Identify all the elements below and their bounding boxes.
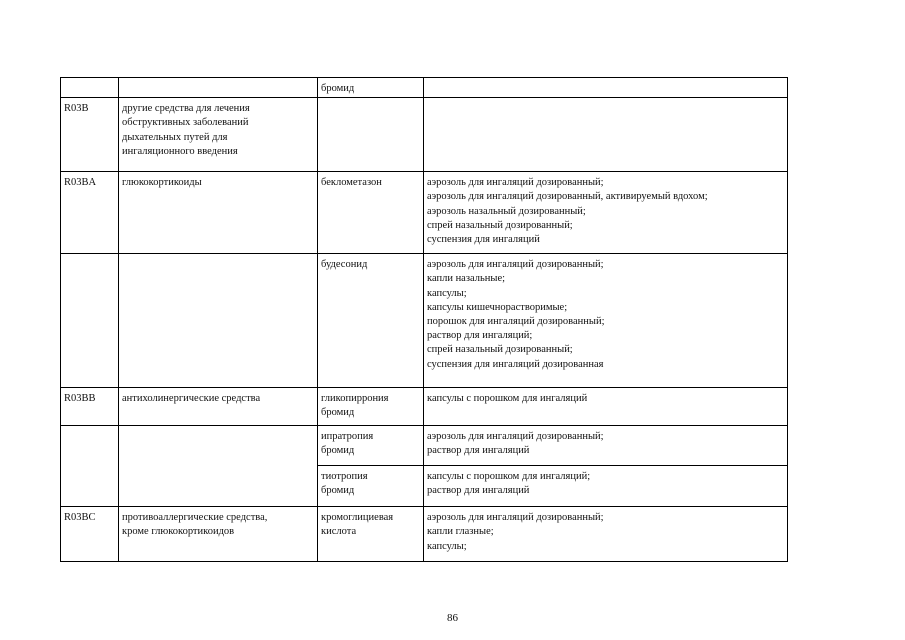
dosage-forms-cell: аэрозоль для ингаляций дозированный; капли назальные; капсулы; капсулы кишечнорастворимые; порошок для ингаляций дозированный; раствор для ингаляций; спрей назальный дозированный; суспензия для ингаляций дозированная [424,254,788,388]
dosage-forms-cell [424,78,788,98]
dosage-forms-cell: капсулы с порошком для ингаляций; раствор для ингаляций [424,466,788,507]
table-row [61,388,788,426]
table-row [61,172,788,254]
atc-code-cell [61,466,119,507]
substance-cell: будесонид [318,254,424,388]
atc-code-cell: R03BA [61,172,119,254]
substance-cell: ипратропия бромид [318,426,424,466]
group-name-cell: антихолинергические средства [119,388,318,426]
substance-cell [318,98,424,172]
substance-cell: бромид [318,78,424,98]
dosage-forms-cell: аэрозоль для ингаляций дозированный; аэрозоль для ингаляций дозированный, активируемый вдохом; аэрозоль назальный дозированный; спрей назальный дозированный; суспензия для ингаляций [424,172,788,254]
dosage-forms-cell: аэрозоль для ингаляций дозированный; капли глазные; капсулы; [424,507,788,562]
table-row [61,98,788,172]
group-name-cell [119,426,318,466]
drug-classification-table [60,77,788,562]
dosage-forms-cell: аэрозоль для ингаляций дозированный; раствор для ингаляций [424,426,788,466]
page-number: 86 [447,612,458,624]
atc-code-cell: R03BB [61,388,119,426]
table-row [61,254,788,388]
group-name-cell [119,254,318,388]
table-row [61,78,788,98]
atc-code-cell [61,426,119,466]
group-name-cell [119,78,318,98]
table-row [61,507,788,562]
dosage-forms-cell: капсулы с порошком для ингаляций [424,388,788,426]
group-name-cell: глюкокортикоиды [119,172,318,254]
substance-cell: тиотропия бромид [318,466,424,507]
substance-cell: кромоглициевая кислота [318,507,424,562]
group-name-cell: другие средства для лечения обструктивных заболеваний дыхательных путей для ингаляционного введения [119,98,318,172]
substance-cell: беклометазон [318,172,424,254]
table-row [61,426,788,466]
group-name-cell [119,466,318,507]
atc-code-cell [61,78,119,98]
table-row [61,466,788,507]
atc-code-cell: R03BC [61,507,119,562]
dosage-forms-cell [424,98,788,172]
atc-code-cell [61,254,119,388]
group-name-cell: противоаллергические средства, кроме глюкокортикоидов [119,507,318,562]
atc-code-cell: R03B [61,98,119,172]
substance-cell: гликопиррония бромид [318,388,424,426]
